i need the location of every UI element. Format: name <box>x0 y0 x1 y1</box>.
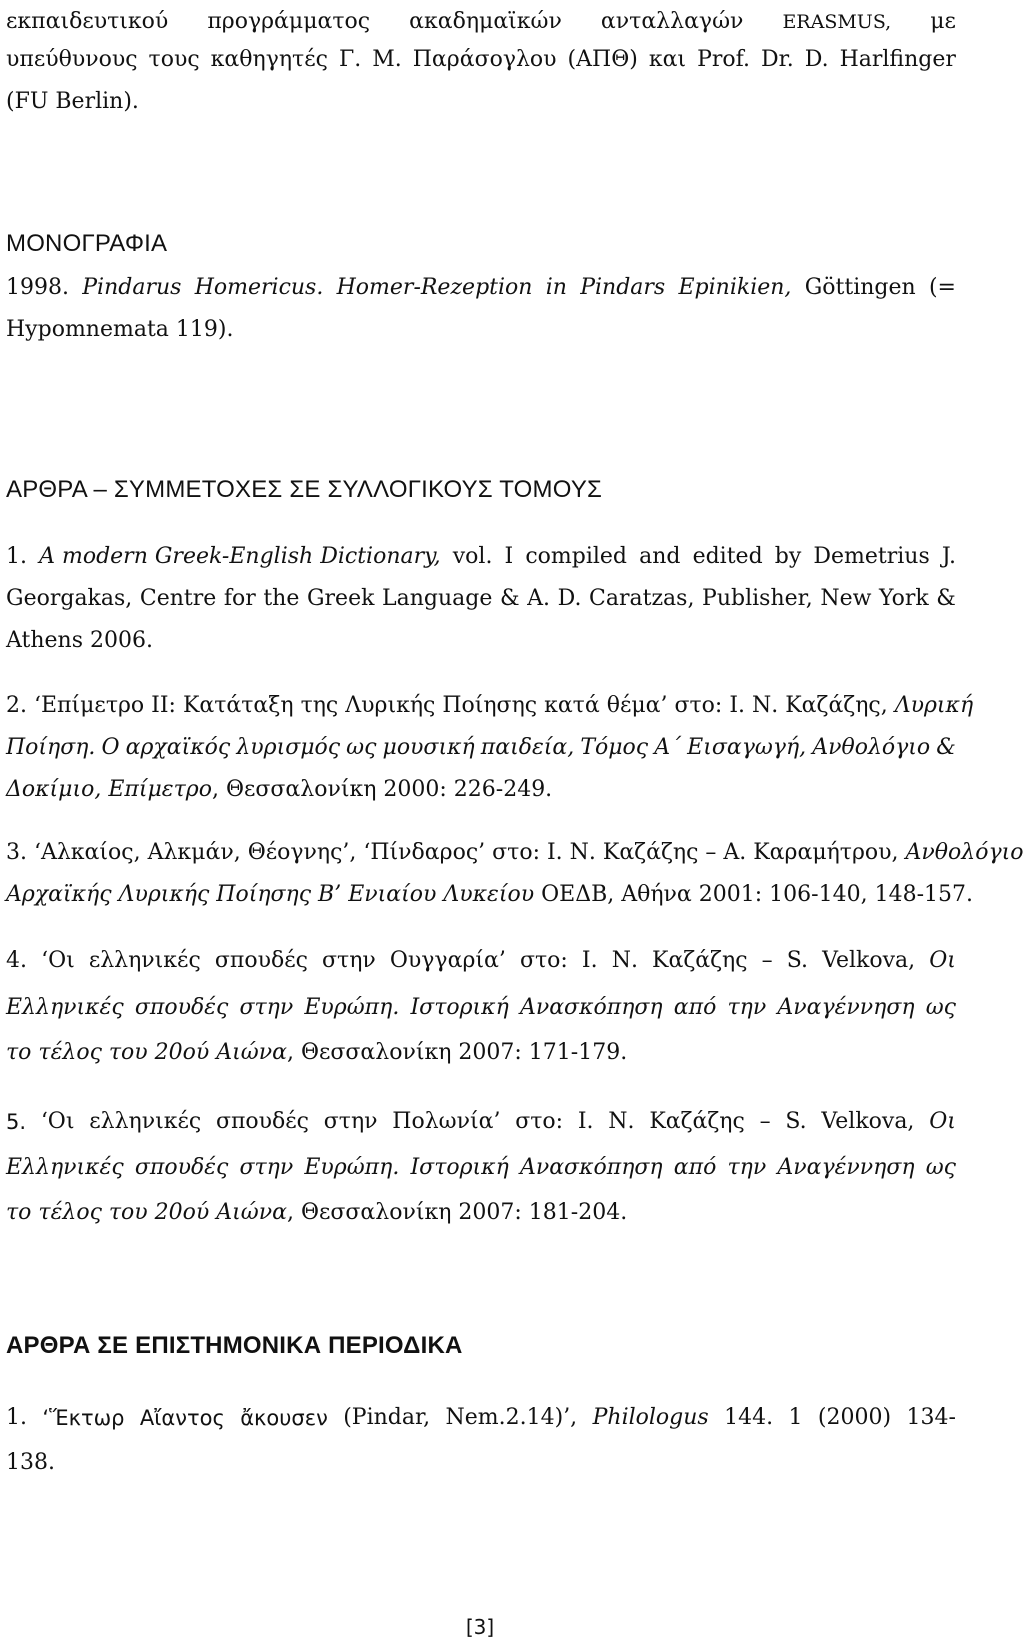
word: Publisher, <box>702 586 813 611</box>
word: ως <box>925 995 956 1020</box>
word: Ιστορική <box>410 1155 509 1180</box>
entry-1-line-3: Athens 2006. <box>6 628 153 653</box>
word: την <box>727 995 767 1020</box>
word: (= <box>928 275 956 300</box>
text-run: ΟΕΔΒ, Αθήνα 2001: 106-140, 148-157. <box>534 882 973 907</box>
word: στην <box>239 1155 294 1180</box>
word: D. <box>804 47 829 72</box>
text-run: , Θεσσαλονίκη 2007: 181-204. <box>286 1200 628 1225</box>
word: ERASMUS, <box>782 11 892 33</box>
word: & <box>936 735 956 760</box>
word: (Pindar, <box>343 1405 431 1430</box>
word: Τόμος <box>580 735 649 760</box>
word: S. <box>785 1109 807 1134</box>
word: Velkova, <box>821 1109 915 1134</box>
text-run: Δοκίμιο, Επίμετρο <box>6 777 212 802</box>
intro-line-3: (FU Berlin). <box>6 89 139 114</box>
word: Velkova, <box>822 948 916 973</box>
word: Ι. <box>581 948 598 973</box>
word: Centre <box>139 586 217 611</box>
word: Μ. <box>372 47 402 72</box>
word: Οι <box>929 948 956 973</box>
word: ως <box>925 1155 956 1180</box>
word: vol. <box>452 544 493 569</box>
text-run: 3. ‘Αλκαίος, Αλκμάν, Θέογνης’, ‘Πίνδαρος’ στο: Ι. Ν. Καζάζης – Α. Καραμήτρου, <box>6 840 906 865</box>
word: παιδεία, <box>480 735 575 760</box>
word: and <box>639 544 681 569</box>
word: 1998. <box>6 275 69 300</box>
word: (ΑΠΘ) <box>567 47 638 72</box>
word: ελληνικές <box>88 948 201 973</box>
text-run: Λυρική <box>894 693 974 718</box>
word: by <box>774 544 802 569</box>
word: 4. <box>6 948 27 973</box>
intro-line-2 <box>6 38 956 82</box>
word: υπεύθυνους <box>6 47 138 72</box>
word: Harlfinger <box>839 47 956 72</box>
word: Nem.2.14)’, <box>445 1405 578 1430</box>
word: ‘Οι <box>40 1109 75 1134</box>
word: μουσική <box>382 735 475 760</box>
word: Αἴαντος <box>139 1406 225 1430</box>
text-run: Ανθολόγιο <box>905 840 1024 865</box>
word: σπουδές <box>215 1109 309 1134</box>
word: ακαδημαϊκών <box>409 9 562 34</box>
word: Language <box>382 586 493 611</box>
section-heading-arthra-periodika: ΑΡΘΡΑ ΣΕ ΕΠΙΣΤΗΜΟΝΙΚΑ ΠΕΡΙΟΔΙΚΑ <box>6 1332 463 1359</box>
word: από <box>673 1155 717 1180</box>
word: edited <box>692 544 763 569</box>
entry-1-line-2 <box>6 577 956 621</box>
word: σπουδές <box>134 995 229 1020</box>
word: & <box>936 586 956 611</box>
word: Ελληνικές <box>6 995 124 1020</box>
word: ‘Οι <box>41 948 75 973</box>
entry-3-line-1 <box>6 831 1024 875</box>
word: αρχαϊκός <box>125 735 231 760</box>
text-run: , Θεσσαλονίκη 2007: 171-179. <box>286 1040 628 1065</box>
word: Ανθολόγιο <box>812 735 931 760</box>
word: Homer-Rezeption <box>336 275 533 300</box>
word: 5. <box>6 1110 27 1134</box>
word: Greek <box>306 586 375 611</box>
word: – <box>761 948 773 973</box>
word: Καζάζης <box>649 1109 745 1134</box>
word: ως <box>346 735 377 760</box>
word: Ι. <box>577 1109 594 1134</box>
word: λυρισμός <box>236 735 341 760</box>
word: 134- <box>906 1405 956 1430</box>
word: Göttingen <box>804 275 916 300</box>
word: 1. <box>6 544 27 569</box>
word: 1 <box>788 1405 803 1430</box>
word: Οι <box>929 1109 956 1134</box>
word: J. <box>941 544 956 569</box>
word: Philologus <box>592 1405 709 1430</box>
entry-4-line-2 <box>6 986 956 1030</box>
word: ελληνικές <box>89 1109 202 1134</box>
word: ανταλλαγών <box>600 9 744 34</box>
word: 1. <box>6 1405 27 1430</box>
word: Πολωνία’ <box>392 1109 501 1134</box>
word: σπουδές <box>134 1155 229 1180</box>
word: & <box>499 586 520 611</box>
word: καθηγητές <box>210 47 328 72</box>
periodika-entry-1-line-2: 138. <box>6 1450 55 1475</box>
entry-2-line-1 <box>6 684 974 728</box>
text-run: , Θεσσαλονίκη 2000: 226-249. <box>211 777 553 802</box>
entry-3-line-2 <box>6 873 973 917</box>
word: Εισαγωγή, <box>687 735 807 760</box>
word: (2000) <box>817 1405 892 1430</box>
word: Dr. <box>760 47 794 72</box>
entry-1-line-1 <box>6 535 956 579</box>
word: 144. <box>724 1405 774 1430</box>
word: και <box>648 47 687 72</box>
word: I <box>504 544 514 569</box>
word: στο: <box>519 948 568 973</box>
word: Καζάζης <box>652 948 748 973</box>
word: Αναγέννηση <box>777 1155 915 1180</box>
section-heading-monografia: ΜΟΝΟΓΡΑΦΙΑ <box>6 230 168 257</box>
word: Prof. <box>697 47 750 72</box>
word: στην <box>239 995 294 1020</box>
word: τους <box>148 47 200 72</box>
page-number: [3] <box>465 1615 495 1639</box>
entry-5-line-1 <box>6 1100 956 1144</box>
word: Ελληνικές <box>6 1155 124 1180</box>
word: προγράμματος <box>207 9 371 34</box>
word: compiled <box>525 544 628 569</box>
word: από <box>673 995 717 1020</box>
word: Α΄ <box>654 735 682 760</box>
word: Ιστορική <box>410 995 509 1020</box>
word: Ανασκόπηση <box>519 995 663 1020</box>
text-run: Αρχαϊκής Λυρικής Ποίησης Β’ Ενιαίου Λυκείου <box>6 882 535 907</box>
text-run: το τέλος του 20ού Αιώνα <box>6 1040 287 1065</box>
word: Ο <box>101 735 120 760</box>
word: Pindarus <box>82 275 182 300</box>
entry-4-line-1 <box>6 939 956 983</box>
entry-5-line-2 <box>6 1146 956 1190</box>
section-heading-arthra-tomous: ΑΡΘΡΑ – ΣΥΜΜΕΤΟΧΕΣ ΣΕ ΣΥΛΛΟΓΙΚΟΥΣ ΤΟΜΟΥΣ <box>6 476 603 503</box>
word: the <box>263 586 300 611</box>
word: Ν. <box>611 948 638 973</box>
word: Caratzas, <box>589 586 695 611</box>
word: – <box>759 1109 771 1134</box>
entry-2-line-2 <box>6 726 956 770</box>
word: Ανασκόπηση <box>519 1155 663 1180</box>
word: στην <box>322 948 376 973</box>
word: Ευρώπη. <box>304 1155 400 1180</box>
entry-4-line-3 <box>6 1031 956 1075</box>
word: σπουδές <box>214 948 308 973</box>
word: στην <box>323 1109 378 1134</box>
word: in <box>545 275 567 300</box>
word: for <box>223 586 256 611</box>
word: S. <box>786 948 808 973</box>
word: την <box>727 1155 767 1180</box>
word: ‘Ἕκτωρ <box>42 1406 125 1430</box>
word: Georgakas, <box>6 586 133 611</box>
word: Ποίηση. <box>6 735 96 760</box>
word: Epinikien, <box>678 275 792 300</box>
monografia-line-1 <box>6 266 956 310</box>
word: Αναγέννηση <box>777 995 915 1020</box>
word: εκπαιδευτικού <box>6 9 169 34</box>
monografia-line-2: Hypomnemata 119). <box>6 317 234 342</box>
periodika-entry-1-line-1 <box>6 1396 956 1440</box>
word: Ν. <box>608 1109 635 1134</box>
word: Ευρώπη. <box>304 995 400 1020</box>
word: A modern Greek-English Dictionary, <box>39 544 441 569</box>
word: D. <box>557 586 582 611</box>
word: A. <box>527 586 551 611</box>
word: στο: <box>515 1109 564 1134</box>
word: με <box>930 9 956 34</box>
word: Γ. <box>338 47 362 72</box>
word: New <box>820 586 872 611</box>
word: Ουγγαρία’ <box>389 948 506 973</box>
text-run: 2. ‘Επίμετρο ΙΙ: Κατάταξη της Λυρικής Ποίησης κατά θέμα’ στο: Ι. Ν. Καζάζης, <box>6 693 895 718</box>
entry-5-line-3 <box>6 1191 956 1235</box>
word: ἄκουσεν <box>240 1406 328 1430</box>
word: Pindars <box>580 275 666 300</box>
text-run: το τέλος του 20ού Αιώνα <box>6 1200 287 1225</box>
word: Demetrius <box>813 544 930 569</box>
word: York <box>879 586 929 611</box>
word: Παράσογλου <box>412 47 557 72</box>
entry-2-line-3 <box>6 768 956 812</box>
word: Homericus. <box>194 275 324 300</box>
